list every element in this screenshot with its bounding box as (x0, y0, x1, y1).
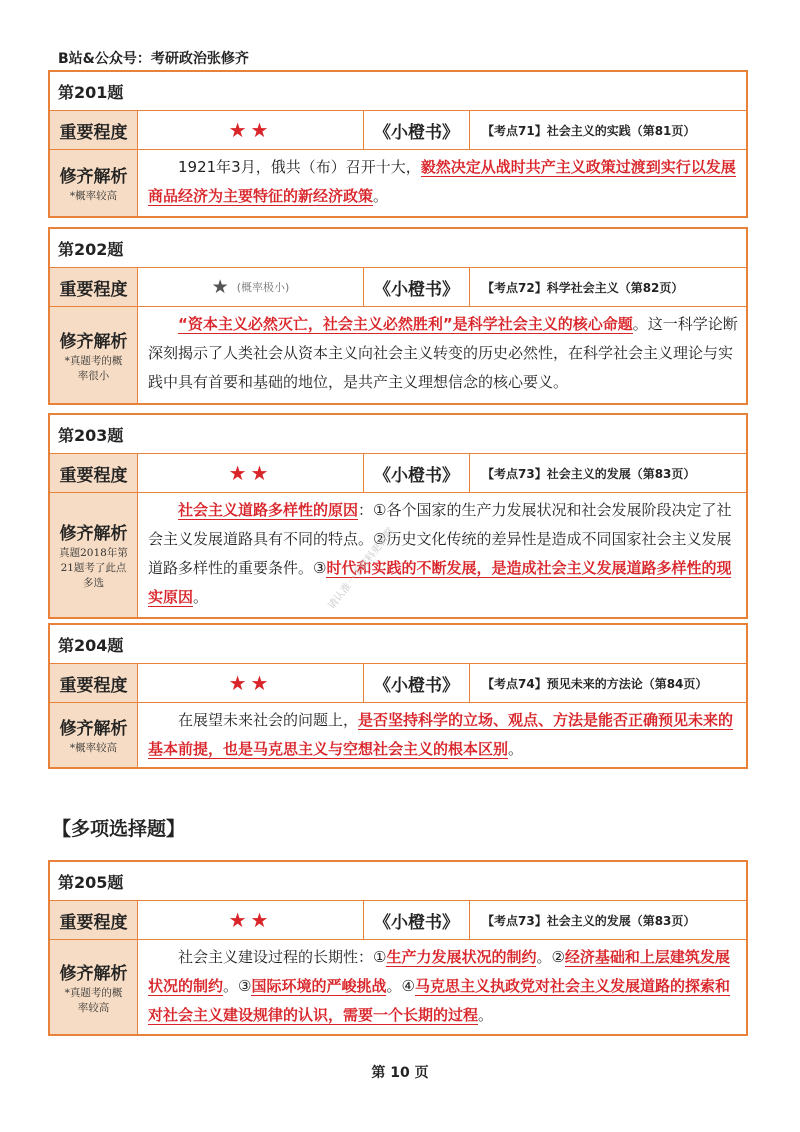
probability-note: *概率较高 (69, 190, 118, 202)
question-block (48, 70, 748, 218)
analysis-text-segment: 。④ (386, 977, 415, 995)
star-rating: ★★ (138, 454, 364, 492)
importance-row (50, 268, 746, 307)
analysis-text (138, 307, 746, 403)
analysis-label: 修齐解析 (59, 524, 128, 544)
importance-label: 重要程度 (50, 664, 138, 702)
analysis-label-cell (50, 150, 138, 216)
probability-note: *真题考的概率很小 (64, 354, 123, 382)
book-label: 《小橙书》 (364, 454, 470, 492)
analysis-text-segment: 。③ (223, 977, 252, 995)
page-number: 第 10 页 (371, 1065, 429, 1081)
book-label: 《小橙书》 (364, 664, 470, 702)
analysis-label: 修齐解析 (59, 963, 128, 984)
highlighted-text: 国际环境的严峻挑战 (251, 977, 387, 995)
page-header: B站&公众号：考研政治张修齐 (58, 51, 249, 67)
question-block (48, 227, 748, 405)
analysis-text-segment: 。 (478, 1006, 494, 1024)
analysis-text-segment: 在展望未来社会的问题上， (178, 711, 359, 729)
book-label: 《小橙书》 (364, 901, 470, 939)
analysis-row (50, 307, 746, 403)
importance-row (50, 111, 746, 150)
watermark: 请认准一手资料更新群 (326, 525, 397, 612)
probability-note: *真题考的概率较高 (64, 986, 123, 1014)
keypoint-ref: 【考点71】社会主义的实践（第81页） (482, 123, 696, 138)
keypoint-ref: 【考点73】社会主义的发展（第83页） (482, 466, 696, 481)
importance-label: 重要程度 (50, 901, 138, 939)
analysis-text-segment: 。 (508, 740, 524, 758)
star-rating: ★★ (138, 111, 364, 149)
question-block (48, 860, 748, 1036)
highlighted-text: 社会主义道路多样性的原因 (178, 501, 359, 519)
section-title: 【多项选择题】 (52, 818, 186, 840)
probability-note: *概率较高 (69, 742, 118, 754)
analysis-text (138, 150, 746, 216)
highlighted-text: 毅然决定从战时共产主义政策过渡到实行以发展商品经济为主要特征的新经济政策 (148, 158, 736, 205)
analysis-label: 修齐解析 (59, 719, 128, 739)
book-label: 《小橙书》 (364, 268, 470, 306)
star-note: (概率极小) (236, 281, 290, 294)
analysis-text-segment: 。② (536, 948, 565, 966)
analysis-row (50, 940, 746, 1034)
analysis-text (138, 493, 746, 617)
importance-label: 重要程度 (50, 454, 138, 492)
star-rating: ★★ (138, 664, 364, 702)
star-rating (138, 268, 364, 306)
probability-note: 真题2018年第21题考了此点多选 (59, 547, 128, 589)
analysis-text-segment: 。这一科学论断深刻揭示了人类社会从资本主义向社会主义转变的历史必然性，在科学社会主义理论与实践中具有首要和基础的地位，是共产主义理想信念的核心要义。 (148, 315, 738, 391)
highlighted-text: 马克思主义执政党对社会主义发展道路的探索和对社会主义建设规律的认识，需要一个长期的过程 (148, 977, 730, 1024)
analysis-row (50, 150, 746, 216)
importance-row (50, 664, 746, 703)
analysis-label-cell (50, 307, 138, 403)
question-title: 第201题 (50, 72, 746, 111)
question-title: 第204题 (50, 625, 746, 664)
question-block (48, 413, 748, 619)
analysis-text-segment: 。 (193, 588, 209, 606)
highlighted-text: 是否坚持科学的立场、观点、方法是能否正确预见未来的基本前提，也是马克思主义与空想社会主义的根本区别 (148, 711, 734, 758)
keypoint-ref: 【考点72】科学社会主义（第82页） (482, 280, 684, 295)
importance-label: 重要程度 (50, 268, 138, 306)
analysis-text (138, 940, 746, 1034)
star-rating: ★★ (138, 901, 364, 939)
analysis-row (50, 493, 746, 617)
highlighted-text: 经济基础和上层建筑发展状况的制约 (148, 948, 730, 995)
analysis-label-cell (50, 940, 138, 1034)
importance-label: 重要程度 (50, 111, 138, 149)
book-label: 《小橙书》 (364, 111, 470, 149)
analysis-text-segment: 。 (373, 187, 389, 205)
analysis-label: 修齐解析 (59, 331, 128, 352)
highlighted-text: 生产力发展状况的制约 (386, 948, 537, 966)
question-title: 第203题 (50, 415, 746, 454)
analysis-label-cell (50, 493, 138, 617)
question-block (48, 623, 748, 769)
keypoint-ref: 【考点73】社会主义的发展（第83页） (482, 913, 696, 928)
importance-row (50, 901, 746, 940)
analysis-text-segment: 社会主义建设过程的长期性：① (178, 948, 387, 966)
highlighted-text: “资本主义必然灭亡，社会主义必然胜利”是科学社会主义的核心命题 (178, 315, 633, 333)
star-icon: ★ (211, 276, 229, 298)
analysis-text-segment: 1921年3月，俄共（布）召开十大， (178, 158, 421, 176)
question-title: 第205题 (50, 862, 746, 901)
importance-row (50, 454, 746, 493)
analysis-row (50, 703, 746, 767)
analysis-label-cell (50, 703, 138, 767)
highlighted-text: 时代和实践的不断发展，是造成社会主义发展道路多样性的现实原因 (148, 559, 732, 606)
analysis-text (138, 703, 746, 767)
analysis-label: 修齐解析 (59, 167, 128, 187)
question-title: 第202题 (50, 229, 746, 268)
analysis-text-segment: ：①各个国家的生产力发展状况和社会发展阶段决定了社会主义发展道路具有不同的特点。②历史文化传统的差异性是造成不同国家社会主义发展道路多样性的重要条件。③ (148, 501, 732, 577)
keypoint-ref: 【考点74】预见未来的方法论（第84页） (482, 676, 708, 691)
